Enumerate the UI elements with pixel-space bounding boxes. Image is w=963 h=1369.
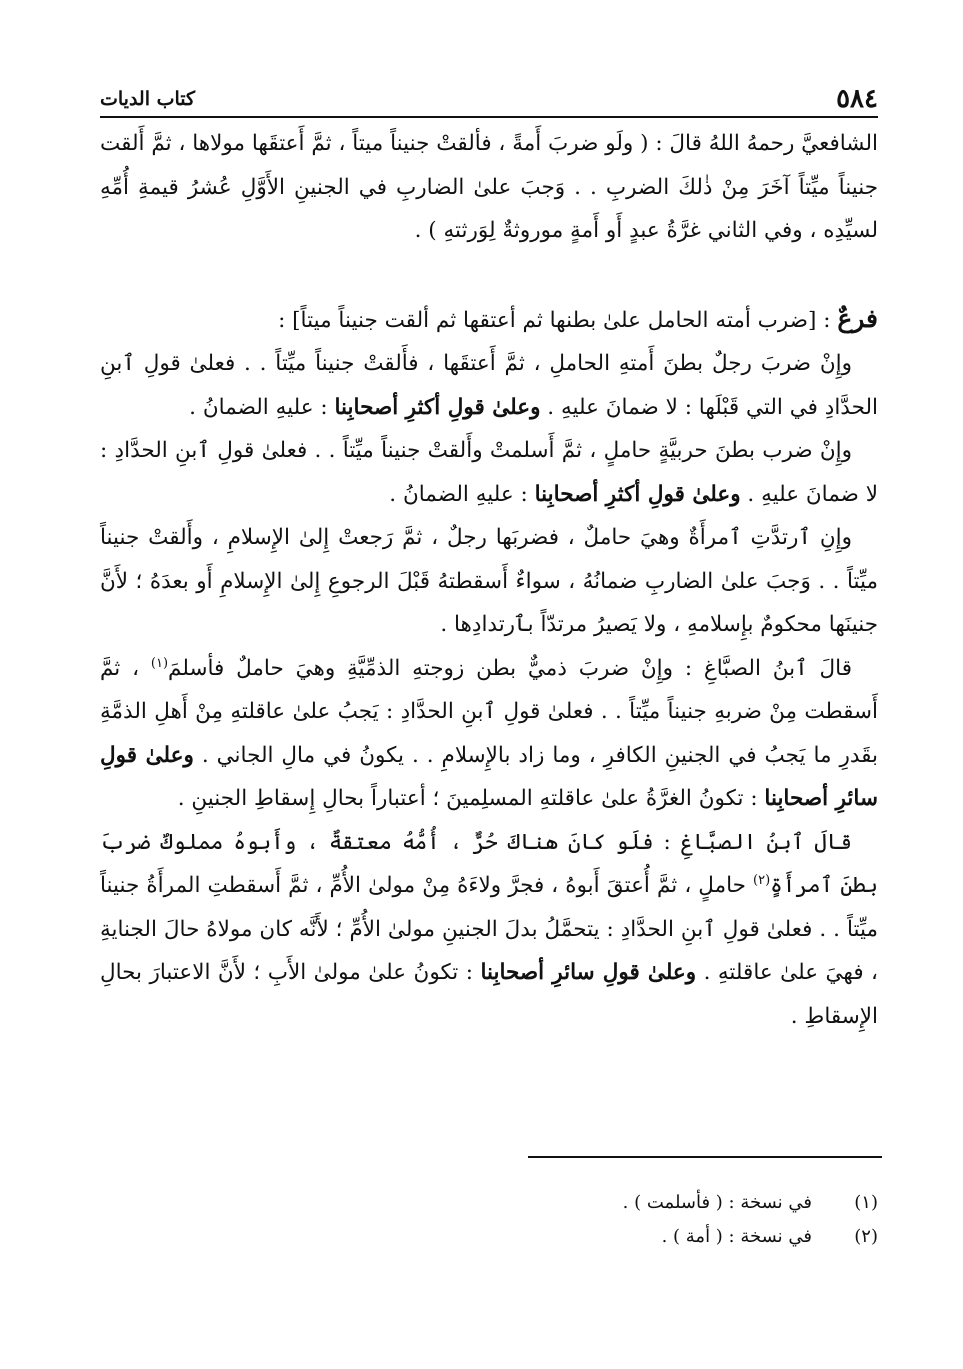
footnote-1 xyxy=(100,1186,878,1220)
footnote-2 xyxy=(100,1220,878,1254)
paragraph-gap xyxy=(100,253,878,297)
paragraph-5 xyxy=(100,821,878,1039)
paragraph-2-text-a: وإِنْ ضرب بطنَ حربيَّةٍ حاملٍ ، ثمَّ أَسلمتْ وأَلقتْ جنيناً ميِّتاً . . فعلىٰ قولِ ٱبنِ الحدَّادِ : لا ضمانَ عليهِ . xyxy=(100,438,878,507)
paragraph-2 xyxy=(100,429,878,516)
paragraph-5-text-c: : تكونُ علىٰ مولىٰ الأَبِ ؛ لأَنَّ الاعتبارَ بحالِ الإِسقاطِ . xyxy=(100,960,878,1029)
paragraph-4-text-a: قالَ ٱبنُ الصبَّاغِ : وإِنْ ضربَ ذميٌّ بطن زوجتهِ الذمِّيَّةِ وهيَ حاملٌ فأسلمَ xyxy=(168,655,852,681)
section-heading xyxy=(100,297,878,343)
section-label: فرعٌ xyxy=(837,303,878,333)
footnote-divider xyxy=(528,1156,882,1158)
paragraph-2-text-b: : عليهِ الضمانُ . xyxy=(389,481,535,507)
paragraph-1-bold: وعلىٰ قولِ أكثرِ أصحابِنا xyxy=(334,394,541,420)
main-text xyxy=(100,122,878,1038)
page-number: ٥٨٤ xyxy=(836,84,878,114)
paragraph-3: وإِنِ ٱرتدَّتِ ٱمرأَةٌ وهيَ حاملٌ ، فضربَها رجلٌ ، ثمَّ رَجعتْ إِلىٰ الإِسلامِ ، وأَلقتْ جنيناً ميِّتاً . . وَجبَ علىٰ الضاربِ ضمانُهُ ، سواءٌ أَسقطتهُ قَبْلَ الرجوعِ إِلىٰ الإِسلامِ أَو بعدَهُ ؛ لأَنَّ جنينَها محكومٌ بإِسلامهِ ، ولا يَصيرُ مرتدّاً بٱرتدادِها . xyxy=(100,525,878,637)
opening-paragraph: الشافعيَّ رحمهُ اللهُ قالَ : ( ولَو ضربَ أَمةً ، فألقتْ جنيناً ميتاً ، ثمَّ أَعتقَها مولاها ، ثمَّ أَلقت جنيناً ميِّتاً آخَرَ مِنْ ذٰلكَ الضربِ . . وَجبَ علىٰ الضاربِ في الجنينِ الأَوَّلِ عُشرُ قيمةِ أُمِّهِ لسيِّدِه ، وفي الثاني غرَّةُ عبدٍ أَو أَمةٍ موروثةٌ لِوَرثتهِ ) . xyxy=(100,131,878,243)
paragraph-1-text-a: وإِنْ ضربَ رجلٌ بطنَ أَمتهِ الحاملِ ، ثمَّ أَعتقَها ، فأَلقتْ جنيناً ميِّتاً . . فعلىٰ قولِ ٱبنِ الحدَّادِ في التي قَبْلَها : لا ضمانَ عليهِ . xyxy=(100,351,878,420)
footnote-number: (٢) xyxy=(854,1226,878,1247)
paragraph-5-bold: وعلىٰ قولِ سائرِ أصحابِنا xyxy=(480,960,697,985)
footnote-ref-2[interactable]: (٢) xyxy=(753,872,771,888)
paragraph-1 xyxy=(100,342,878,429)
paragraph-4 xyxy=(100,647,878,821)
footnotes xyxy=(100,1186,878,1254)
footnote-text: في نسخة : ( فأسلمت ) . xyxy=(622,1192,812,1213)
section-title: : [ضرب أمته الحامل علىٰ بطنها ثم أعتقها ثم ألقت جنيناً ميتاً] : xyxy=(278,307,838,333)
paragraph-1-text-b: : عليهِ الضمانُ . xyxy=(189,394,335,420)
paragraph-2-bold: وعلىٰ قولِ أكثرِ أصحابِنا xyxy=(534,481,741,507)
paragraph-5-text-a: قالَ ٱبنُ الصبَّاغِ : فلَو كانَ هناكَ حُرٌّ ، أُمُّهُ معتقةٌ ، وأَبوهُ مملوكٌ ضربَ بطنَ ٱمرأَةٍ xyxy=(100,829,878,898)
footnote-number: (١) xyxy=(854,1192,878,1213)
paragraph-5-text-b: حاملٍ ، ثمَّ أُعتقَ أَبوهُ ، فجرَّ ولاءَهُ مِنْ مولىٰ الأُمِّ ، ثمَّ أَسقطتِ المرأَةُ جنيناً ميِّتاً . . فعلىٰ قولِ ٱبنِ الحدَّادِ : يتحمَّلُ بدلَ الجنينِ مولىٰ الأُمِّ ؛ لأَنَّه كان مولاهُ حالَ الجنايةِ ، فهيَ علىٰ عاقلتهِ . xyxy=(100,873,878,985)
page-header xyxy=(100,82,878,118)
paragraph-4-text-b: ، ثمَّ أَسقطت مِنْ ضربهِ جنيناً ميِّتاً . . فعلىٰ قولِ ٱبنِ الحدَّادِ : يَجبُ علىٰ عاقلتهِ مِنْ أَهلِ الذمَّةِ بقَدرِ ما يَجبُ في الجنينِ الكافرِ ، وما زاد بالإِسلامِ . . يكونُ في مالِ الجاني . xyxy=(100,655,878,768)
footnote-text: في نسخة : ( أمة ) . xyxy=(661,1226,812,1247)
running-title: كتاب الديات xyxy=(100,88,196,110)
paragraph-4-bold: وعلىٰ قولِ سائرِ أصحابِنا xyxy=(100,742,878,811)
footnote-ref-1[interactable]: (١) xyxy=(150,655,169,671)
paragraph-4-text-c: : تكونُ الغرَّةُ علىٰ عاقلتهِ المسلِمينَ ؛ أعتباراً بحالِ إِسقاطِ الجنينِ . xyxy=(177,786,765,811)
